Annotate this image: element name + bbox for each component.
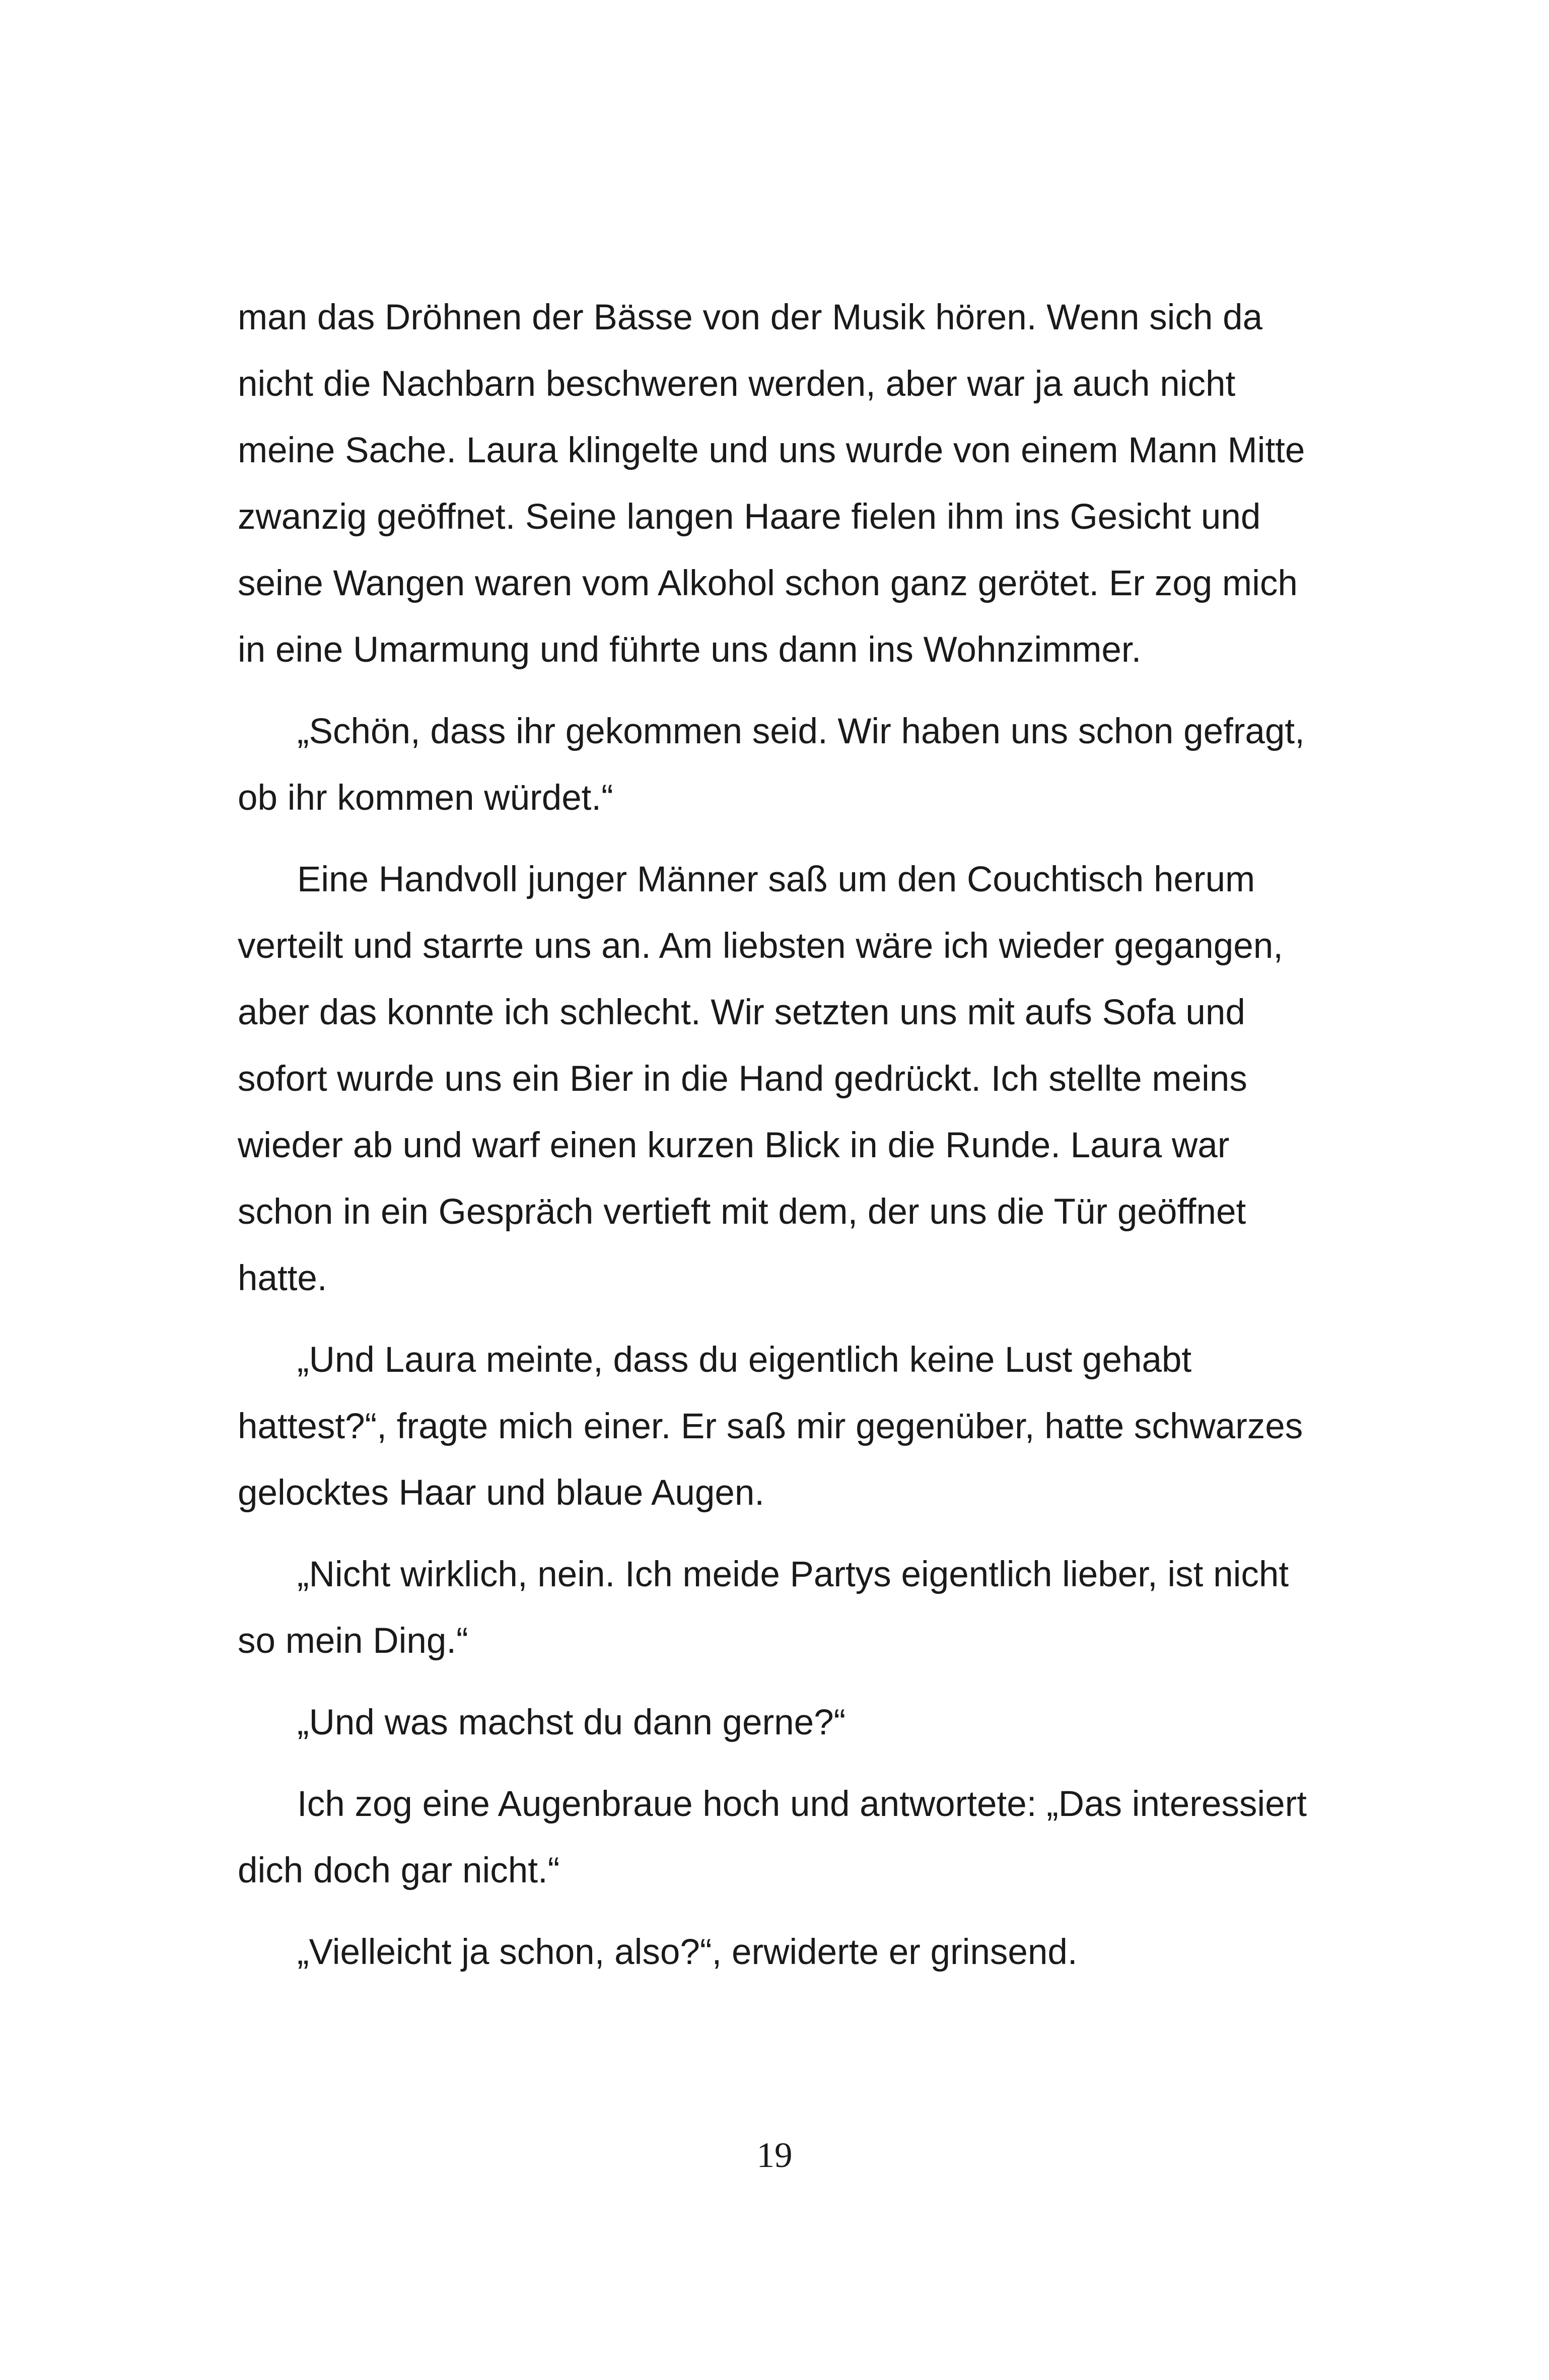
paragraph-3: Eine Handvoll junger Männer saß um den Couchtisch herum verteilt und starrte uns an. Am liebsten wäre ich wieder gegangen, aber das konnte ich schlecht. Wir setzten uns mit aufs Sofa und sofort wurde uns ein Bier in die Hand gedrückt. Ich stellte meins wieder ab und warf einen kurzen Blick in die Runde. Laura war schon in ein Gespräch vertieft mit dem, der uns die Tür geöffnet hatte. — [238, 860, 1283, 1298]
paragraph-7: Ich zog eine Augenbraue hoch und antwortete: „Das interessiert dich doch gar nicht.“ — [238, 1784, 1307, 1891]
body-text — [238, 285, 1325, 2001]
paragraph-8: „Vielleicht ja schon, also?“, erwiderte er grinsend. — [297, 1932, 1078, 1972]
paragraph-4: „Und Laura meinte, dass du eigentlich keine Lust gehabt hattest?“, fragte mich einer. Er saß mir gegenüber, hatte schwarzes gelocktes Haar und blaue Augen. — [238, 1340, 1303, 1513]
page-number: 19 — [756, 2136, 793, 2175]
paragraph-1: man das Dröhnen der Bässe von der Musik hören. Wenn sich da nicht die Nachbarn beschweren werden, aber war ja auch nicht meine Sache. Laura klingelte und uns wurde von einem Mann Mitte zwanzig geöffnet. Seine langen Haare fielen ihm ins Gesicht und seine Wangen waren vom Alkohol schon ganz gerötet. Er zog mich in eine Umarmung und führte uns dann ins Wohnzimmer. — [238, 298, 1305, 670]
paragraph-6: „Und was machst du dann gerne?“ — [297, 1703, 846, 1742]
paragraph-2: „Schön, dass ihr gekommen seid. Wir haben uns schon gefragt, ob ihr kommen würdet.“ — [238, 712, 1305, 818]
paragraph-5: „Nicht wirklich, nein. Ich meide Partys eigentlich lieber, ist nicht so mein Ding.“ — [238, 1555, 1289, 1661]
